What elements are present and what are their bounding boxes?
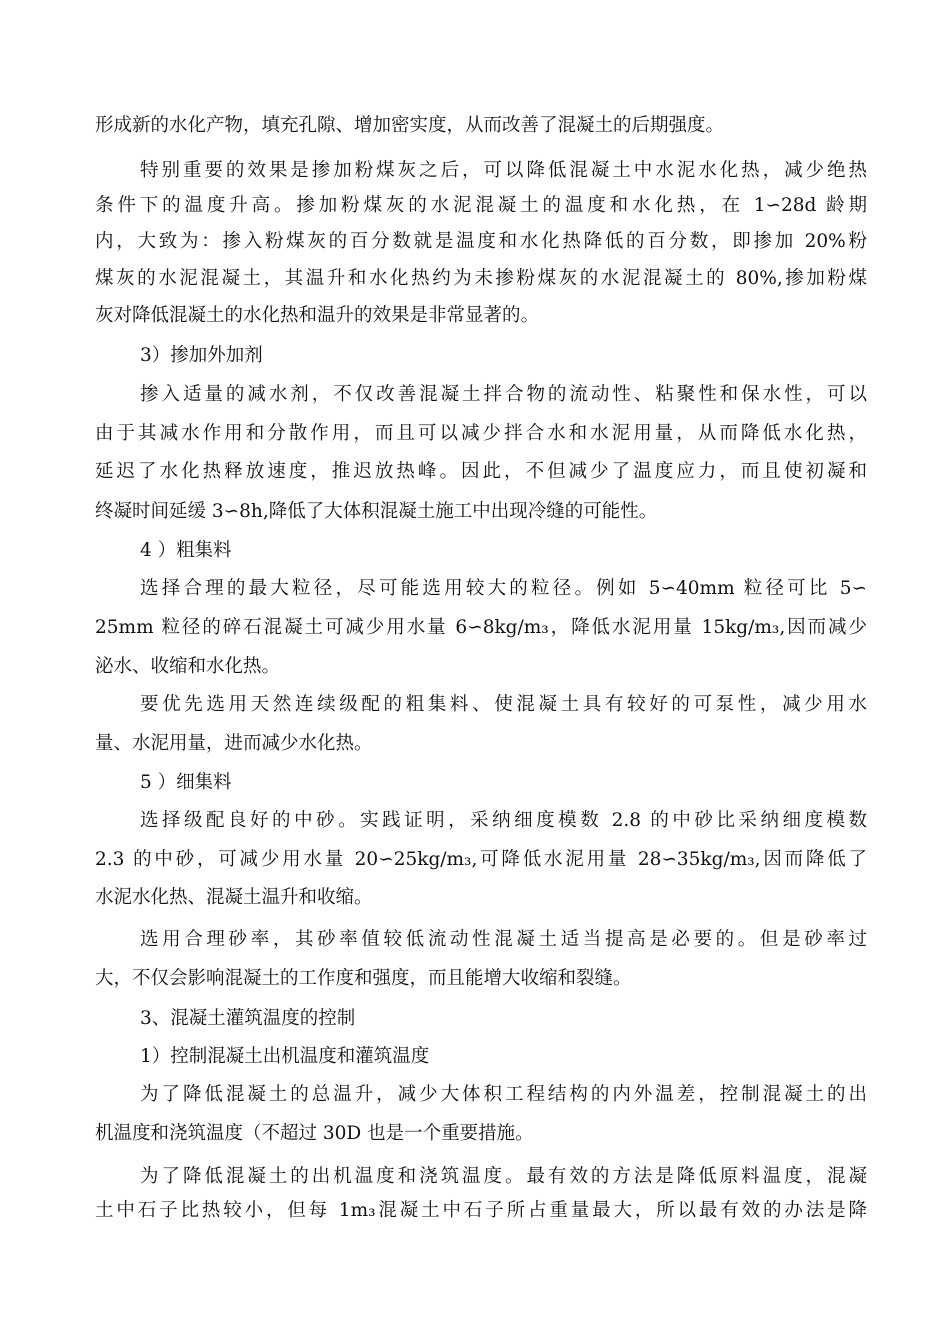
paragraph-line: 终凝时间延缓 3∽8h,降低了大体积混凝土施工中出现冷缝的可能性。	[95, 501, 658, 522]
paragraph-line: 灰对降低混凝土的水化热和温升的效果是非常显著的。	[95, 305, 540, 326]
paragraph-line: 要优先选用天然连续级配的粗集料、使混凝土具有较好的可泵性，减少用水	[140, 694, 867, 715]
paragraph-line: 特别重要的效果是掺加粉煤灰之后，可以降低混凝土中水泥水化热，减少绝热	[140, 160, 867, 181]
section-heading: 5 ）细集料	[140, 772, 232, 793]
paragraph-line: 为了降低混凝土的总温升，减少大体积工程结构的内外温差，控制混凝土的出	[140, 1084, 867, 1105]
paragraph-line: 泌水、收缩和水化热。	[95, 656, 281, 677]
paragraph-line: 延迟了水化热释放速度，推迟放热峰。因此，不但减少了温度应力，而且使初凝和	[95, 461, 867, 482]
paragraph-line: 形成新的水化产物，填充孔隙、增加密实度，从而改善了混凝土的后期强度。	[95, 115, 725, 136]
paragraph-line: 机温度和浇筑温度（不超过 30D 也是一个重要措施。	[95, 1123, 534, 1144]
section-heading: 4 ）粗集料	[140, 540, 232, 561]
paragraph-line: 掺入适量的减水剂，不仅改善混凝土拌合物的流动性、粘聚性和保水性，可以	[140, 384, 867, 405]
paragraph-line: 25mm 粒径的碎石混凝土可减少用水量 6∽8kg/m₃，降低水泥用量 15kg/m₃,因而减少	[95, 617, 867, 638]
paragraph-line: 由于其减水作用和分散作用，而且可以减少拌合水和水泥用量，从而降低水化热，	[95, 423, 867, 444]
section-heading: 3、混凝土灌筑温度的控制	[140, 1008, 356, 1029]
paragraph-line: 选择级配良好的中砂。实践证明，采纳细度模数 2.8 的中砂比采纳细度模数	[140, 810, 867, 831]
section-heading: 3）掺加外加剂	[140, 345, 263, 366]
paragraph-line: 选用合理砂率，其砂率值较低流动性混凝土适当提高是必要的。但是砂率过	[140, 929, 867, 950]
paragraph-line: 煤灰的水泥混凝土，其温升和水化热约为未掺粉煤灰的水泥混凝土的 80%,掺加粉煤	[95, 268, 867, 289]
paragraph-line: 选择合理的最大粒径，尽可能选用较大的粒径。例如 5∽40mm 粒径可比 5∽	[140, 578, 867, 599]
paragraph-line: 土中石子比热较小，但每 1m₃混凝土中石子所占重量最大，所以最有效的办法是降	[95, 1200, 867, 1221]
paragraph-line: 条件下的温度升高。掺加粉煤灰的水泥混凝土的温度和水化热，在 1∽28d 龄期	[95, 195, 867, 216]
sub-heading: 1）控制混凝土出机温度和灌筑温度	[140, 1046, 430, 1067]
paragraph-line: 为了降低混凝土的出机温度和浇筑温度。最有效的方法是降低原料温度，混凝	[140, 1166, 867, 1187]
paragraph-line: 2.3 的中砂，可减少用水量 20∽25kg/m₃,可降低水泥用量 28∽35kg/m₃,因而降低了	[95, 849, 867, 870]
paragraph-line: 量、水泥用量，进而减少水化热。	[95, 733, 373, 754]
paragraph-line: 水泥水化热、混凝土温升和收缩。	[95, 887, 373, 908]
paragraph-line: 大，不仅会影响混凝土的工作度和强度，而且能增大收缩和裂缝。	[95, 968, 632, 989]
paragraph-line: 内，大致为：掺入粉煤灰的百分数就是温度和水化热降低的百分数，即掺加 20%粉	[95, 231, 867, 252]
